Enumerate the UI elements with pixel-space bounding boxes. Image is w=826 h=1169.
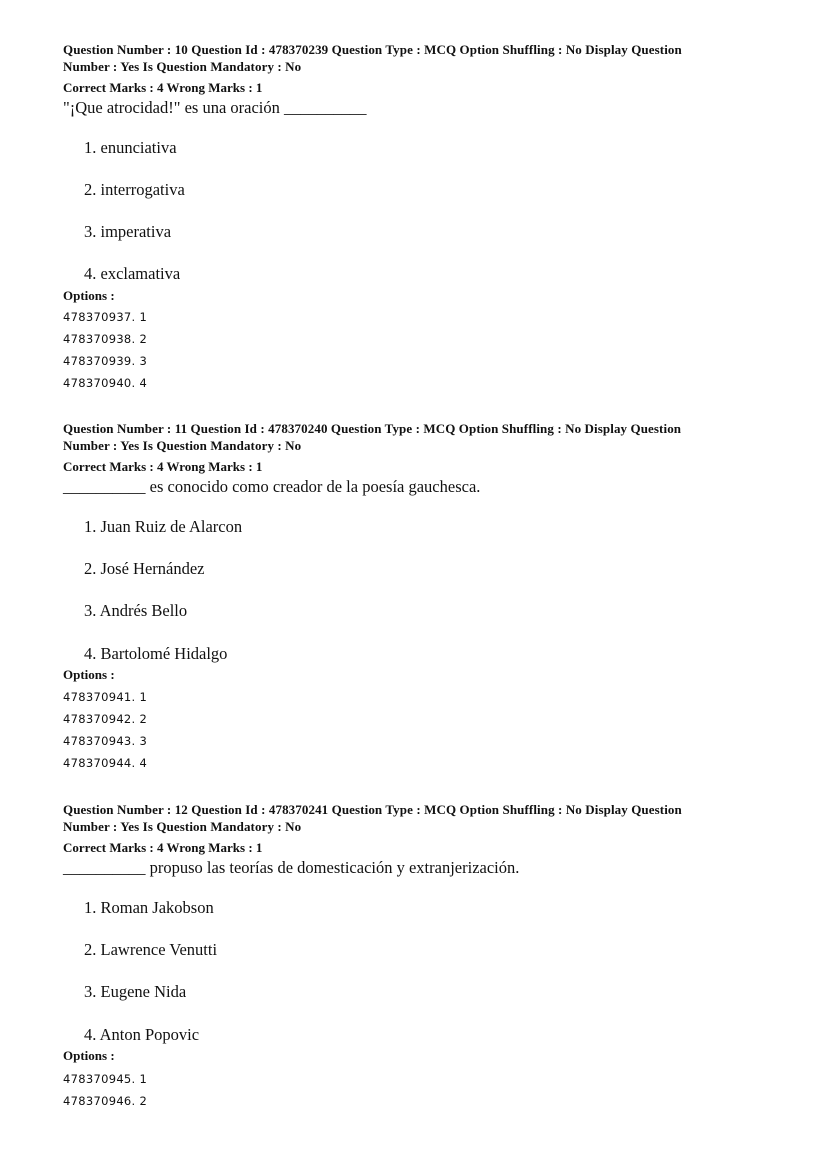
answer-choice: 4. Bartolomé Hidalgo xyxy=(84,644,228,663)
option-id: 478370945. 1 xyxy=(63,1072,148,1086)
question-text: __________ propuso las teorías de domesticación y extranjerización. xyxy=(63,858,520,877)
option-id: 478370937. 1 xyxy=(63,310,148,324)
question-meta-line: Question Number : 11 Question Id : 478370240 Question Type : MCQ Option Shuffling : No Display Question xyxy=(63,421,682,436)
answer-choice: 1. enunciativa xyxy=(84,138,177,157)
answer-choice: 4. Anton Popovic xyxy=(84,1025,200,1044)
option-id: 478370941. 1 xyxy=(63,690,148,704)
options-label: Options : xyxy=(63,1048,115,1063)
question-text: __________ es conocido como creador de la poesía gauchesca. xyxy=(63,477,481,496)
question-marks: Correct Marks : 4 Wrong Marks : 1 xyxy=(63,840,263,855)
option-id: 478370943. 3 xyxy=(63,734,148,748)
answer-choice: 4. exclamativa xyxy=(84,264,181,283)
option-id: 478370944. 4 xyxy=(63,756,148,770)
option-id: 478370939. 3 xyxy=(63,354,148,368)
option-id: 478370946. 2 xyxy=(63,1094,148,1108)
question-meta-line: Number : Yes Is Question Mandatory : No xyxy=(63,819,302,834)
option-id: 478370942. 2 xyxy=(63,712,148,726)
question-meta-line: Question Number : 12 Question Id : 478370241 Question Type : MCQ Option Shuffling : No Display Question xyxy=(63,802,682,817)
question-marks: Correct Marks : 4 Wrong Marks : 1 xyxy=(63,459,263,474)
options-label: Options : xyxy=(63,288,115,303)
option-id: 478370940. 4 xyxy=(63,376,148,390)
question-text: "¡Que atrocidad!" es una oración __________ xyxy=(63,98,367,117)
answer-choice: 3. imperativa xyxy=(84,222,172,241)
options-label: Options : xyxy=(63,667,115,682)
answer-choice: 3. Andrés Bello xyxy=(84,601,188,620)
question-meta-line: Number : Yes Is Question Mandatory : No xyxy=(63,438,302,453)
answer-choice: 1. Juan Ruiz de Alarcon xyxy=(84,517,243,536)
answer-choice: 2. José Hernández xyxy=(84,559,205,578)
answer-choice: 2. interrogativa xyxy=(84,180,185,199)
option-id: 478370938. 2 xyxy=(63,332,148,346)
question-marks: Correct Marks : 4 Wrong Marks : 1 xyxy=(63,80,263,95)
answer-choice: 1. Roman Jakobson xyxy=(84,898,214,917)
answer-choice: 3. Eugene Nida xyxy=(84,982,187,1001)
question-meta-line: Question Number : 10 Question Id : 478370239 Question Type : MCQ Option Shuffling : No Display Question xyxy=(63,42,682,57)
question-meta-line: Number : Yes Is Question Mandatory : No xyxy=(63,59,302,74)
answer-choice: 2. Lawrence Venutti xyxy=(84,940,218,959)
